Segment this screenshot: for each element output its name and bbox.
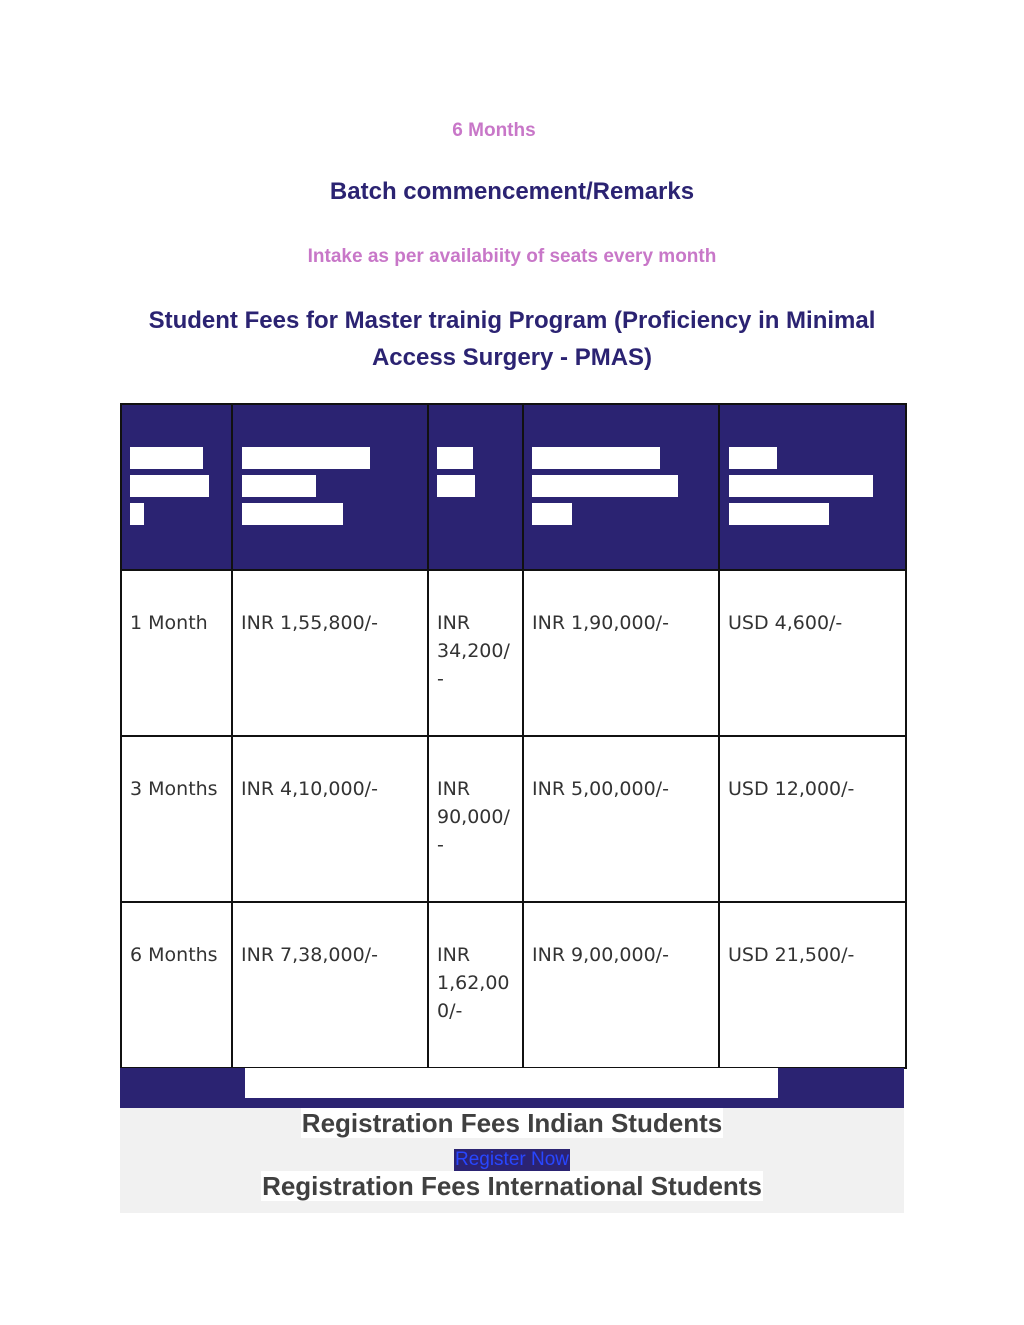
cell-tax-text: INR 90,000/-	[437, 778, 510, 856]
batch-heading: Batch commencement/Remarks	[329, 178, 695, 205]
redacted-header-bar	[242, 503, 343, 525]
register-now-link[interactable]: Register Now	[454, 1149, 570, 1170]
registration-box	[120, 1068, 904, 1213]
redacted-header-bar	[130, 503, 144, 525]
header-cell-tax	[428, 404, 523, 570]
table-header-row	[121, 404, 906, 570]
cell-total-usd-text: USD 4,600/-	[728, 612, 843, 634]
cell-duration	[121, 570, 232, 736]
register-now-wrapper	[120, 1149, 904, 1171]
cell-fee-text: INR 7,38,000/-	[241, 944, 378, 966]
redacted-header-bar	[729, 447, 777, 469]
intake-text: Intake as per availabiity of seats every month	[307, 246, 717, 267]
cell-duration	[121, 736, 232, 902]
registration-indian-heading	[120, 1108, 904, 1139]
cell-fee-text: INR 1,55,800/-	[241, 612, 378, 634]
cell-duration-text: 3 Months	[130, 778, 218, 800]
header-cell-duration	[121, 404, 232, 570]
redacted-header-bar	[437, 475, 475, 497]
redacted-header-bar	[532, 475, 678, 497]
table-row	[121, 902, 906, 1068]
cell-duration-text: 6 Months	[130, 944, 218, 966]
cell-total-inr-text: INR 9,00,000/-	[532, 944, 669, 966]
cell-fee-text: INR 4,10,000/-	[241, 778, 378, 800]
cell-total-usd	[719, 736, 906, 902]
cell-total-inr	[523, 902, 719, 1068]
duration-label	[0, 120, 1024, 142]
header-cell-total-inr	[523, 404, 719, 570]
cell-fee	[232, 902, 428, 1068]
redacted-header-bar	[130, 447, 203, 469]
cell-tax	[428, 570, 523, 736]
cell-duration-text: 1 Month	[130, 612, 208, 634]
registration-indian-label: Registration Fees Indian Students	[301, 1108, 723, 1138]
cell-total-usd	[719, 902, 906, 1068]
redacted-header-bar	[729, 475, 873, 497]
cell-fee	[232, 570, 428, 736]
redacted-header-bar	[130, 475, 209, 497]
cell-total-inr-text: INR 5,00,000/-	[532, 778, 669, 800]
cell-tax	[428, 736, 523, 902]
table-row	[121, 570, 906, 736]
redacted-header-bar	[532, 503, 572, 525]
cell-total-inr-text: INR 1,90,000/-	[532, 612, 669, 634]
redacted-header-bar	[729, 503, 829, 525]
cell-tax-text: INR 34,200/-	[437, 612, 510, 690]
cell-total-inr	[523, 736, 719, 902]
cell-duration	[121, 902, 232, 1068]
cell-total-usd-text: USD 12,000/-	[728, 778, 855, 800]
header-cell-total-usd	[719, 404, 906, 570]
registration-international-heading	[120, 1171, 904, 1202]
redacted-header-bar	[437, 447, 473, 469]
redacted-header-bar	[242, 475, 316, 497]
cell-fee	[232, 736, 428, 902]
duration-text: 6 Months	[452, 120, 536, 141]
registration-input-field[interactable]	[245, 1068, 778, 1098]
cell-total-usd-text: USD 21,500/-	[728, 944, 855, 966]
redacted-header-bar	[532, 447, 660, 469]
fees-table	[120, 403, 907, 1069]
fees-heading: Student Fees for Master trainig Program (Proficiency in Minimal Access Surgery - PMAS)	[148, 307, 876, 371]
header-cell-fee	[232, 404, 428, 570]
cell-tax	[428, 902, 523, 1068]
cell-total-usd	[719, 570, 906, 736]
registration-topbar	[120, 1068, 904, 1108]
table-row	[121, 736, 906, 902]
cell-tax-text: INR 1,62,000/-	[437, 944, 510, 1022]
redacted-header-bar	[242, 447, 370, 469]
registration-international-label: Registration Fees International Students	[262, 1171, 762, 1201]
cell-total-inr	[523, 570, 719, 736]
